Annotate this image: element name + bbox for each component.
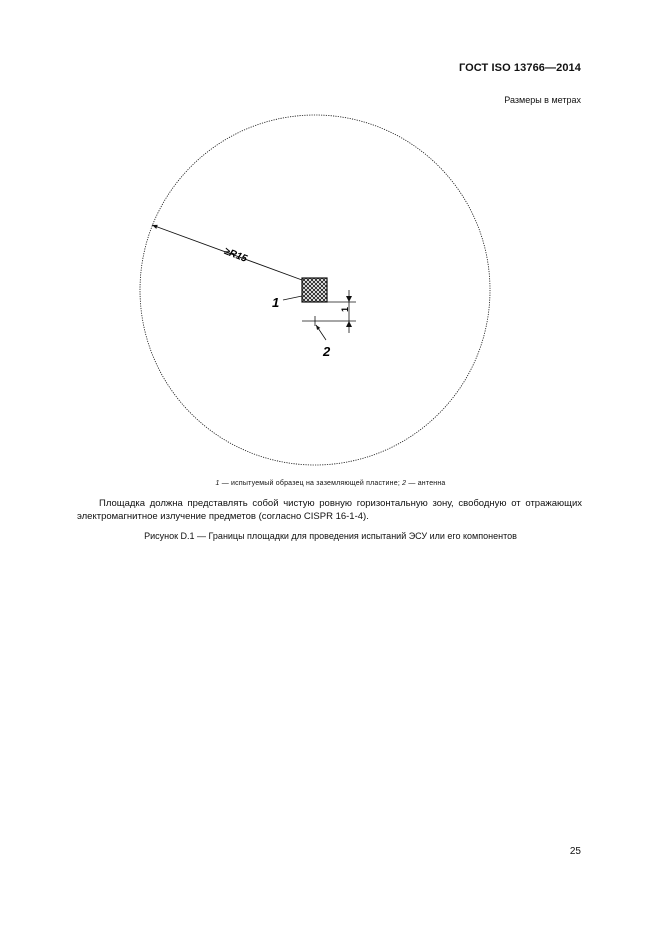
radius-label: ≥R15 — [222, 245, 249, 265]
legend-item-2-number: 2 — [402, 480, 407, 487]
figure-legend — [0, 480, 661, 487]
page-number: 25 — [569, 846, 581, 857]
height-arrow-bottom — [346, 321, 352, 327]
legend-item-2-text: — антенна — [406, 480, 446, 487]
callout-1-label: 1 — [272, 295, 280, 310]
callout-2-label: 2 — [323, 344, 331, 359]
units-note: Размеры в метрах — [504, 95, 581, 105]
figure-caption: Рисунок D.1 — Границы площадки для проведения испытаний ЭСУ или его компонентов — [144, 531, 517, 541]
document-code: ГОСТ ISO 13766—2014 — [458, 62, 581, 74]
height-arrow-top — [346, 296, 352, 302]
test-sample — [302, 278, 327, 302]
callout-2-leader — [316, 325, 326, 340]
legend-item-1-number: 1 — [215, 480, 220, 487]
legend-item-1-text: — испытуемый образец на заземляющей пластине; — [219, 480, 403, 487]
site-requirement-note: Площадка должна представлять собой чистую ровную горизонтальную зону, свободную от отражающих электромагнитное излучение предметов (согласно CISPR 16-1-4). — [77, 498, 582, 522]
height-dimension-label: 1 — [340, 306, 350, 312]
callout-1-leader — [283, 296, 302, 300]
